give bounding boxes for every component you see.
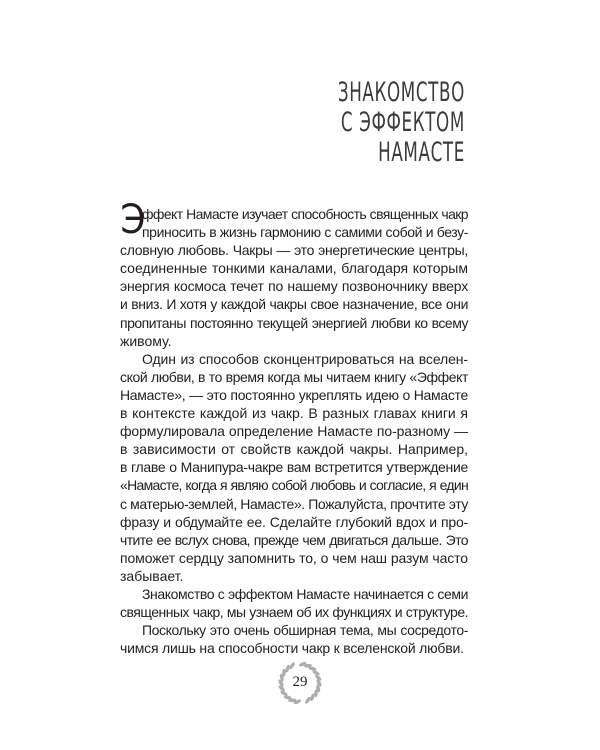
drop-cap: Э (120, 197, 146, 243)
text-line: «Намасте, когда я являю собой любовь и согласие, я един (120, 477, 468, 494)
text-line: словную любовь. Чакры — это энергетические центры, (120, 242, 468, 259)
text-line: забывает. (120, 567, 184, 584)
text-line: фразу и обдумайте ее. Сделайте глубокий вдох и про- (120, 513, 468, 530)
page-number-badge (277, 660, 323, 706)
body-text (120, 197, 468, 657)
text-line: с матерью-землей, Намасте». Пожалуйста, прочтите эту (120, 495, 468, 512)
chapter-heading (260, 78, 465, 168)
text-line: соединенные тонкими каналами, благодаря которым (120, 260, 468, 277)
text-line: в контексте каждой из чакр. В разных главах книги я (120, 405, 468, 422)
text-line: приносить в жизнь гармонию с самими собой и безу- (142, 224, 468, 241)
text-line: священных чакр, мы узнаем об их функциях и структуре. (120, 604, 468, 621)
text-line: формулировала определение Намасте по-разному — (120, 423, 468, 440)
text-line: ффект Намасте изучает способность священных чакр (142, 206, 468, 222)
page-number: 29 (292, 674, 308, 690)
text-line: ской любви, в то время когда мы читаем книгу «Эффект (120, 368, 468, 385)
text-line: в главе о Манипура-чакре вам встретится утверждение (120, 459, 468, 476)
text-line: Поскольку это очень обширная тема, мы сосредото- (142, 622, 468, 639)
text-line: Знакомство с эффектом Намасте начинается с семи (142, 585, 468, 602)
text-line: Намасте», — это постоянно укреплять идею о Намасте (120, 386, 468, 403)
text-line: поможет сердцу запомнить то, о чем наш разум часто (120, 549, 468, 566)
heading-line: ЗНАКОМСТВО (337, 77, 465, 108)
text-line: и вниз. И хотя у каждой чакры свое назначение, все они (120, 296, 468, 313)
text-line: энергия космоса течет по нашему позвоночнику вверх (120, 278, 468, 295)
text-line: чимся лишь на способности чакр к вселенской любви. (120, 640, 464, 657)
heading-line: С ЭФФЕКТОМ (340, 107, 465, 138)
text-line: живому. (120, 332, 172, 349)
text-line: пропитаны постоянно текущей энергией любви ко всему (120, 314, 468, 331)
text-line: в зависимости от свойств каждой чакры. Например, (120, 441, 468, 458)
text-line: Один из способов сконцентрироваться на вселен- (142, 350, 468, 367)
heading-line: НАМАСТЕ (378, 137, 465, 168)
text-line: чтите ее вслух снова, прежде чем двигаться дальше. Это (120, 531, 468, 548)
